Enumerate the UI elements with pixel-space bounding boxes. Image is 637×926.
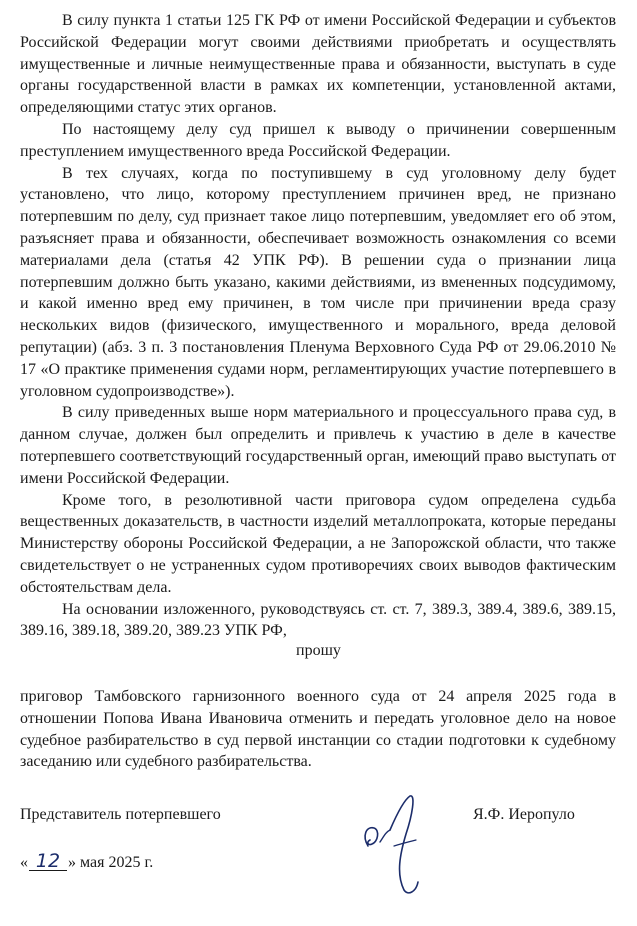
paragraph-court-conclusion: По настоящему делу суд пришел к выводу о причинении совершенным преступлением имущественного вреда Российской Федерации.: [20, 120, 616, 160]
date-month-year: мая 2025 г.: [76, 854, 154, 871]
request-heading: прошу: [296, 642, 341, 659]
date-day-handwritten: 12: [29, 852, 67, 871]
paragraph-evidence: Кроме того, в резолютивной части приговора судом определена судьба вещественных доказательств, в частности изделий металлопроката, которые переданы Министерству обороны Российской Федерации, а не Запорожской области, что также свидетельствует о не устраненных судом противоречиях своих выводов фактическим обстоятельствам дела.: [20, 491, 616, 596]
document-date: [20, 852, 153, 872]
paragraph-grounds: На основании изложенного, руководствуясь ст. ст. 7, 389.3, 389.4, 389.6, 389.15, 389.16, 389.18, 389.20, 389.23 УПК РФ,: [20, 600, 616, 640]
request-paragraph: приговор Тамбовского гарнизонного военного суда от 24 апреля 2025 года в отношении Попова Ивана Ивановича отменить и передать уголовное дело на новое судебное разбирательство в суд первой инстанции со стадии подготовки к судебному заседанию или судебного разбирательства.: [20, 688, 616, 771]
request-body: [20, 686, 616, 773]
paragraph-legal-basis: В силу пункта 1 статьи 125 ГК РФ от имени Российской Федерации и субъектов Российской Федерации могут своими действиями приобретать и осуществлять имущественные и личные неимущественные права и обязанности, выступать в суде органы государственной власти в рамках их компетенции, установленной актами, определяющими статус этих органов.: [20, 12, 616, 117]
signatory-name: Я.Ф. Иеропуло: [473, 806, 575, 823]
paragraph-victim-recognition: В тех случаях, когда по поступившему в суд уголовному делу будет установлено, что лицо, которому преступлением причинен вред, не признано потерпевшим по делу, суд признает такое лицо потерпевшим, уведомляет его об этом, разъясняет права и обязанности, обеспечивает возможность ознакомления со всеми материалами дела (статья 42 УПК РФ). В решении суда о признании лица потерпевшим должно быть указано, какими действиями, из вмененных подсудимому, и какой именно вред ему причинен, в том числе при причинении вреда сразу нескольких видов (физического, имущественного и морального, вреда деловой репутации) (абз. 3 п. 3 постановления Пленума Верховного Суда РФ от 29.06.2010 № 17 «О практике применения судами норм, регламентирующих участие потерпевшего в уголовном судопроизводстве»).: [20, 164, 616, 400]
paragraph-state-body: В силу приведенных выше норм материального и процессуального права суд, в данном случае, должен был определить и привлечь к участию в деле в качестве потерпевшего соответствующий государственный орган, имеющий право выступать от имени Российской Федерации.: [20, 404, 616, 487]
date-open-quote: «: [20, 854, 28, 871]
document-body: [20, 10, 616, 642]
date-close-quote: »: [68, 854, 76, 871]
signatory-role: Представитель потерпевшего: [20, 806, 221, 823]
handwritten-signature: [360, 786, 430, 901]
